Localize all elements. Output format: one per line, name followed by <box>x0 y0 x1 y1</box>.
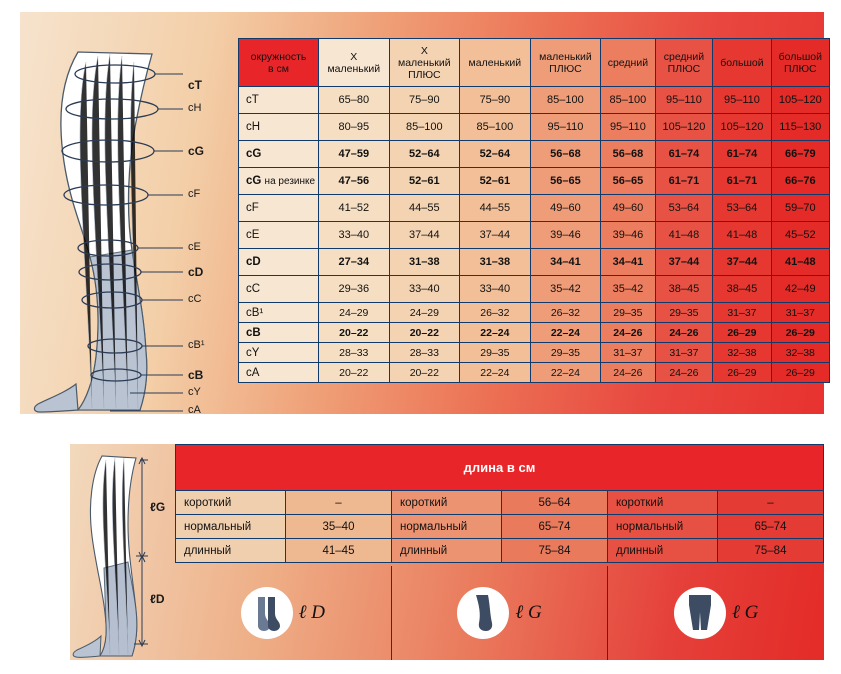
table-row <box>239 114 830 141</box>
cell-2-4: 56–68 <box>601 141 655 168</box>
cell-6-6: 37–44 <box>713 249 771 276</box>
leg-diagram-svg <box>20 12 220 414</box>
length-label-0-0: короткий <box>176 491 286 515</box>
row-label-3: cG на резинке <box>239 168 319 195</box>
row-label-4: cF <box>239 195 319 222</box>
cell-3-7: 66–76 <box>771 168 829 195</box>
row-label-9: cB <box>239 323 319 343</box>
table-row <box>239 323 830 343</box>
length-chart-bottom-panel <box>70 444 824 660</box>
cell-0-6: 95–110 <box>713 87 771 114</box>
cell-11-1: 20–22 <box>389 363 460 383</box>
row-label-6: cD <box>239 249 319 276</box>
tights-icon <box>674 587 726 639</box>
cell-7-3: 35–42 <box>530 276 601 303</box>
row-label-10: cY <box>239 343 319 363</box>
cell-5-5: 41–48 <box>655 222 713 249</box>
table-row <box>239 87 830 114</box>
header-col-1: X маленький ПЛЮС <box>389 39 460 87</box>
length-value-2-1: 65–74 <box>718 515 824 539</box>
cell-2-0: 47–59 <box>319 141 390 168</box>
length-label-1-1: нормальный <box>392 515 502 539</box>
label-cD: cD <box>188 265 204 279</box>
tights-diagram-svg <box>70 444 175 660</box>
length-label-1-2: длинный <box>392 539 502 563</box>
label-cC: cC <box>188 293 202 305</box>
cell-10-2: 29–35 <box>460 343 531 363</box>
cell-6-4: 34–41 <box>601 249 655 276</box>
cell-4-2: 44–55 <box>460 195 531 222</box>
length-size-table <box>175 444 824 563</box>
cell-9-4: 24–26 <box>601 323 655 343</box>
cell-2-1: 52–64 <box>389 141 460 168</box>
cell-0-0: 65–80 <box>319 87 390 114</box>
cell-11-5: 24–26 <box>655 363 713 383</box>
header-col-2: маленький <box>460 39 531 87</box>
cell-9-6: 26–29 <box>713 323 771 343</box>
length-title-row <box>176 445 824 491</box>
header-corner: окружность в см <box>239 39 319 87</box>
row-label-2: cG <box>239 141 319 168</box>
label-cF: cF <box>188 188 201 200</box>
table-row <box>239 276 830 303</box>
cell-3-6: 61–71 <box>713 168 771 195</box>
row-label-0: cT <box>239 87 319 114</box>
label-cH: cH <box>188 102 202 114</box>
cell-4-7: 59–70 <box>771 195 829 222</box>
cell-11-0: 20–22 <box>319 363 390 383</box>
table-row <box>239 168 830 195</box>
cell-8-2: 26–32 <box>460 303 531 323</box>
row-label-7: cC <box>239 276 319 303</box>
length-value-1-0: 56–64 <box>502 491 608 515</box>
cell-1-6: 105–120 <box>713 114 771 141</box>
table-row <box>239 343 830 363</box>
cell-6-3: 34–41 <box>530 249 601 276</box>
cell-7-6: 38–45 <box>713 276 771 303</box>
cell-10-4: 31–37 <box>601 343 655 363</box>
cell-4-1: 44–55 <box>389 195 460 222</box>
badge-tights <box>608 566 824 660</box>
cell-11-2: 22–24 <box>460 363 531 383</box>
label-cE: cE <box>188 241 201 253</box>
badge-code-2: ℓ G <box>731 602 759 623</box>
cell-5-4: 39–46 <box>601 222 655 249</box>
cell-11-7: 26–29 <box>771 363 829 383</box>
table-row <box>239 141 830 168</box>
cell-7-7: 42–49 <box>771 276 829 303</box>
cell-9-2: 22–24 <box>460 323 531 343</box>
cell-1-2: 85–100 <box>460 114 531 141</box>
length-label-2-1: нормальный <box>608 515 718 539</box>
cell-1-0: 80–95 <box>319 114 390 141</box>
label-lD: ℓD <box>150 592 165 606</box>
cell-11-6: 26–29 <box>713 363 771 383</box>
row-label-11: cA <box>239 363 319 383</box>
cell-9-3: 22–24 <box>530 323 601 343</box>
product-badges-row <box>175 566 824 660</box>
cell-9-0: 20–22 <box>319 323 390 343</box>
table-row <box>239 303 830 323</box>
cell-2-7: 66–79 <box>771 141 829 168</box>
length-title: длина в см <box>176 445 824 491</box>
socks-icon <box>241 587 293 639</box>
cell-2-2: 52–64 <box>460 141 531 168</box>
cell-3-3: 56–65 <box>530 168 601 195</box>
header-col-0: X маленький <box>319 39 390 87</box>
cell-5-0: 33–40 <box>319 222 390 249</box>
cell-7-0: 29–36 <box>319 276 390 303</box>
size-chart-top-panel <box>20 12 824 414</box>
cell-1-7: 115–130 <box>771 114 829 141</box>
cell-7-2: 33–40 <box>460 276 531 303</box>
row-label-1: cH <box>239 114 319 141</box>
cell-1-1: 85–100 <box>389 114 460 141</box>
badge-socks <box>175 566 392 660</box>
cell-6-1: 31–38 <box>389 249 460 276</box>
leg-measurement-figure <box>20 12 220 414</box>
badge-code-0: ℓ D <box>298 602 326 623</box>
table-row <box>239 222 830 249</box>
cell-4-6: 53–64 <box>713 195 771 222</box>
table-row <box>176 515 824 539</box>
row-label-8: cB¹ <box>239 303 319 323</box>
cell-5-1: 37–44 <box>389 222 460 249</box>
length-value-0-2: 41–45 <box>286 539 392 563</box>
cell-0-4: 85–100 <box>601 87 655 114</box>
cell-8-6: 31–37 <box>713 303 771 323</box>
cell-4-0: 41–52 <box>319 195 390 222</box>
cell-8-4: 29–35 <box>601 303 655 323</box>
label-cA: cA <box>188 404 201 416</box>
cell-0-2: 75–90 <box>460 87 531 114</box>
cell-11-4: 24–26 <box>601 363 655 383</box>
cell-3-4: 56–65 <box>601 168 655 195</box>
label-cB: cB <box>188 368 204 382</box>
cell-9-1: 20–22 <box>389 323 460 343</box>
length-label-0-2: длинный <box>176 539 286 563</box>
cell-3-1: 52–61 <box>389 168 460 195</box>
header-col-3: маленький ПЛЮС <box>530 39 601 87</box>
tights-measurement-figure <box>70 444 175 660</box>
cell-4-5: 53–64 <box>655 195 713 222</box>
cell-2-6: 61–74 <box>713 141 771 168</box>
cell-6-7: 41–48 <box>771 249 829 276</box>
badge-code-1: ℓ G <box>515 602 542 623</box>
length-label-2-2: длинный <box>608 539 718 563</box>
cell-3-5: 61–71 <box>655 168 713 195</box>
cell-3-2: 52–61 <box>460 168 531 195</box>
table-row <box>239 249 830 276</box>
cell-6-5: 37–44 <box>655 249 713 276</box>
cell-1-3: 95–110 <box>530 114 601 141</box>
length-value-0-0: – <box>286 491 392 515</box>
cell-10-7: 32–38 <box>771 343 829 363</box>
cell-6-0: 27–34 <box>319 249 390 276</box>
circumference-size-table <box>238 38 830 383</box>
stocking-icon <box>457 587 509 639</box>
length-value-1-2: 75–84 <box>502 539 608 563</box>
length-label-0-1: нормальный <box>176 515 286 539</box>
cell-4-4: 49–60 <box>601 195 655 222</box>
table-row <box>176 539 824 563</box>
cell-0-3: 85–100 <box>530 87 601 114</box>
label-lG: ℓG <box>150 500 166 514</box>
label-cT: cT <box>188 78 203 92</box>
header-col-7: большой ПЛЮС <box>771 39 829 87</box>
length-value-1-1: 65–74 <box>502 515 608 539</box>
cell-1-4: 95–110 <box>601 114 655 141</box>
cell-5-2: 37–44 <box>460 222 531 249</box>
cell-9-5: 24–26 <box>655 323 713 343</box>
badge-stocking <box>392 566 609 660</box>
table-row <box>176 491 824 515</box>
label-cG: cG <box>188 144 205 158</box>
cell-0-1: 75–90 <box>389 87 460 114</box>
table-row <box>239 363 830 383</box>
cell-1-5: 105–120 <box>655 114 713 141</box>
cell-5-3: 39–46 <box>530 222 601 249</box>
header-col-6: большой <box>713 39 771 87</box>
cell-7-4: 35–42 <box>601 276 655 303</box>
cell-10-5: 31–37 <box>655 343 713 363</box>
cell-6-2: 31–38 <box>460 249 531 276</box>
cell-8-3: 26–32 <box>530 303 601 323</box>
cell-8-1: 24–29 <box>389 303 460 323</box>
cell-8-5: 29–35 <box>655 303 713 323</box>
label-cB1: cB¹ <box>188 339 205 351</box>
cell-4-3: 49–60 <box>530 195 601 222</box>
cell-8-7: 31–37 <box>771 303 829 323</box>
cell-10-1: 28–33 <box>389 343 460 363</box>
row-label-5: cE <box>239 222 319 249</box>
cell-0-5: 95–110 <box>655 87 713 114</box>
cell-11-3: 22–24 <box>530 363 601 383</box>
length-value-2-2: 75–84 <box>718 539 824 563</box>
cell-8-0: 24–29 <box>319 303 390 323</box>
header-col-4: средний <box>601 39 655 87</box>
cell-5-7: 45–52 <box>771 222 829 249</box>
cell-3-0: 47–56 <box>319 168 390 195</box>
length-label-1-0: короткий <box>392 491 502 515</box>
length-value-0-1: 35–40 <box>286 515 392 539</box>
header-col-5: средний ПЛЮС <box>655 39 713 87</box>
cell-7-5: 38–45 <box>655 276 713 303</box>
table-row <box>239 195 830 222</box>
cell-7-1: 33–40 <box>389 276 460 303</box>
cell-10-6: 32–38 <box>713 343 771 363</box>
cell-0-7: 105–120 <box>771 87 829 114</box>
cell-2-3: 56–68 <box>530 141 601 168</box>
cell-2-5: 61–74 <box>655 141 713 168</box>
length-value-2-0: – <box>718 491 824 515</box>
cell-10-0: 28–33 <box>319 343 390 363</box>
label-cY: cY <box>188 386 201 398</box>
cell-9-7: 26–29 <box>771 323 829 343</box>
cell-10-3: 29–35 <box>530 343 601 363</box>
length-label-2-0: короткий <box>608 491 718 515</box>
table-header-row <box>239 39 830 87</box>
cell-5-6: 41–48 <box>713 222 771 249</box>
